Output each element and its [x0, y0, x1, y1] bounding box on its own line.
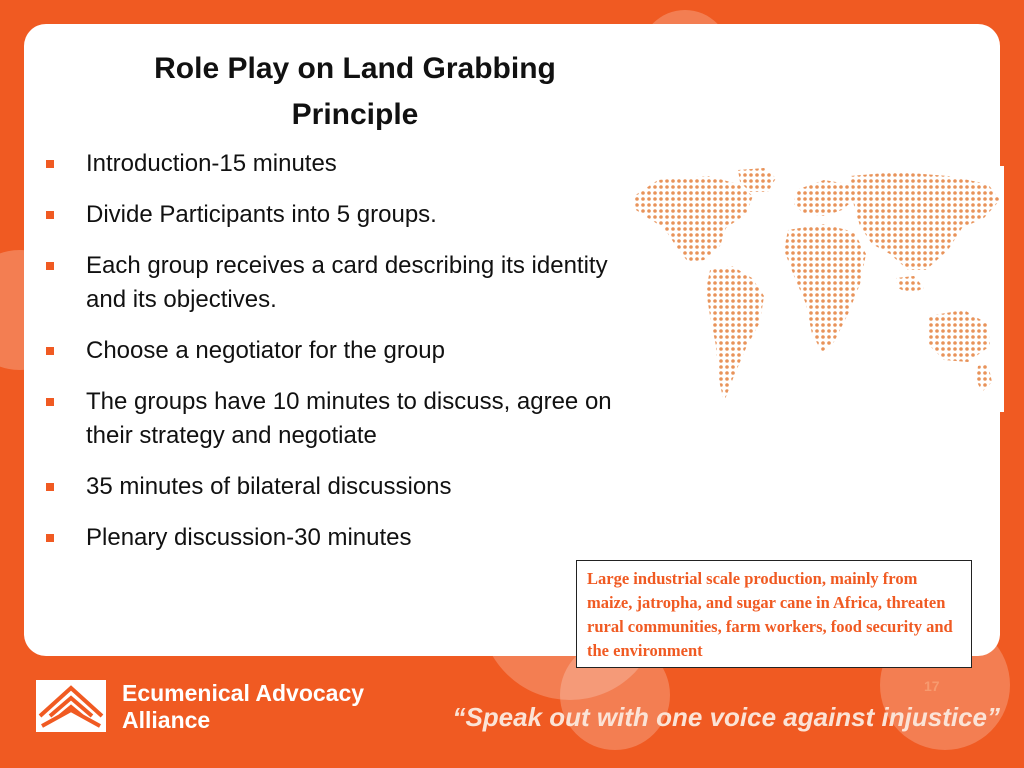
- caption-text: Large industrial scale production, mainly from maize, jatropha, and sugar cane in Africa, threaten rural communities, farm workers, food security and the environment: [587, 569, 953, 660]
- square-bullet-icon: [46, 347, 54, 355]
- bullet-text: The groups have 10 minutes to discuss, agree on their strategy and negotiate: [86, 388, 612, 449]
- bullet-item: [46, 334, 646, 368]
- bullet-text: Introduction-15 minutes: [86, 150, 337, 177]
- bullet-item: [46, 521, 646, 555]
- square-bullet-icon: [46, 483, 54, 491]
- org-name-line-2: Alliance: [122, 707, 211, 733]
- map-continents: [634, 168, 1000, 402]
- dotted-world-map-icon: [628, 166, 1004, 412]
- org-name-line-1: Ecumenical Advocacy: [122, 680, 365, 706]
- bullet-text: Plenary discussion-30 minutes: [86, 524, 412, 551]
- square-bullet-icon: [46, 534, 54, 542]
- org-name: [122, 680, 372, 734]
- title-line-2: Principle: [291, 98, 419, 131]
- bullet-item: [46, 198, 646, 232]
- square-bullet-icon: [46, 398, 54, 406]
- house-roof-logo-icon: [36, 680, 106, 732]
- slide-title: [110, 46, 600, 138]
- bullet-text: Choose a negotiator for the group: [86, 337, 445, 364]
- square-bullet-icon: [46, 160, 54, 168]
- square-bullet-icon: [46, 211, 54, 219]
- bullet-list: [46, 147, 646, 572]
- bullet-text: Divide Participants into 5 groups.: [86, 201, 437, 228]
- content-panel: [24, 24, 1000, 660]
- bullet-item: [46, 147, 646, 181]
- square-bullet-icon: [46, 262, 54, 270]
- bullet-text: Each group receives a card describing its identity and its objectives.: [86, 252, 608, 313]
- bullet-item: [46, 470, 646, 504]
- title-line-1: Role Play on Land Grabbing: [154, 52, 556, 85]
- bullet-item: [46, 385, 646, 453]
- slide-number: 17: [924, 678, 940, 694]
- bullet-text: 35 minutes of bilateral discussions: [86, 473, 452, 500]
- bullet-item: [46, 249, 646, 317]
- caption-box: [576, 560, 972, 668]
- tagline: “Speak out with one voice against injustice”: [452, 702, 1000, 732]
